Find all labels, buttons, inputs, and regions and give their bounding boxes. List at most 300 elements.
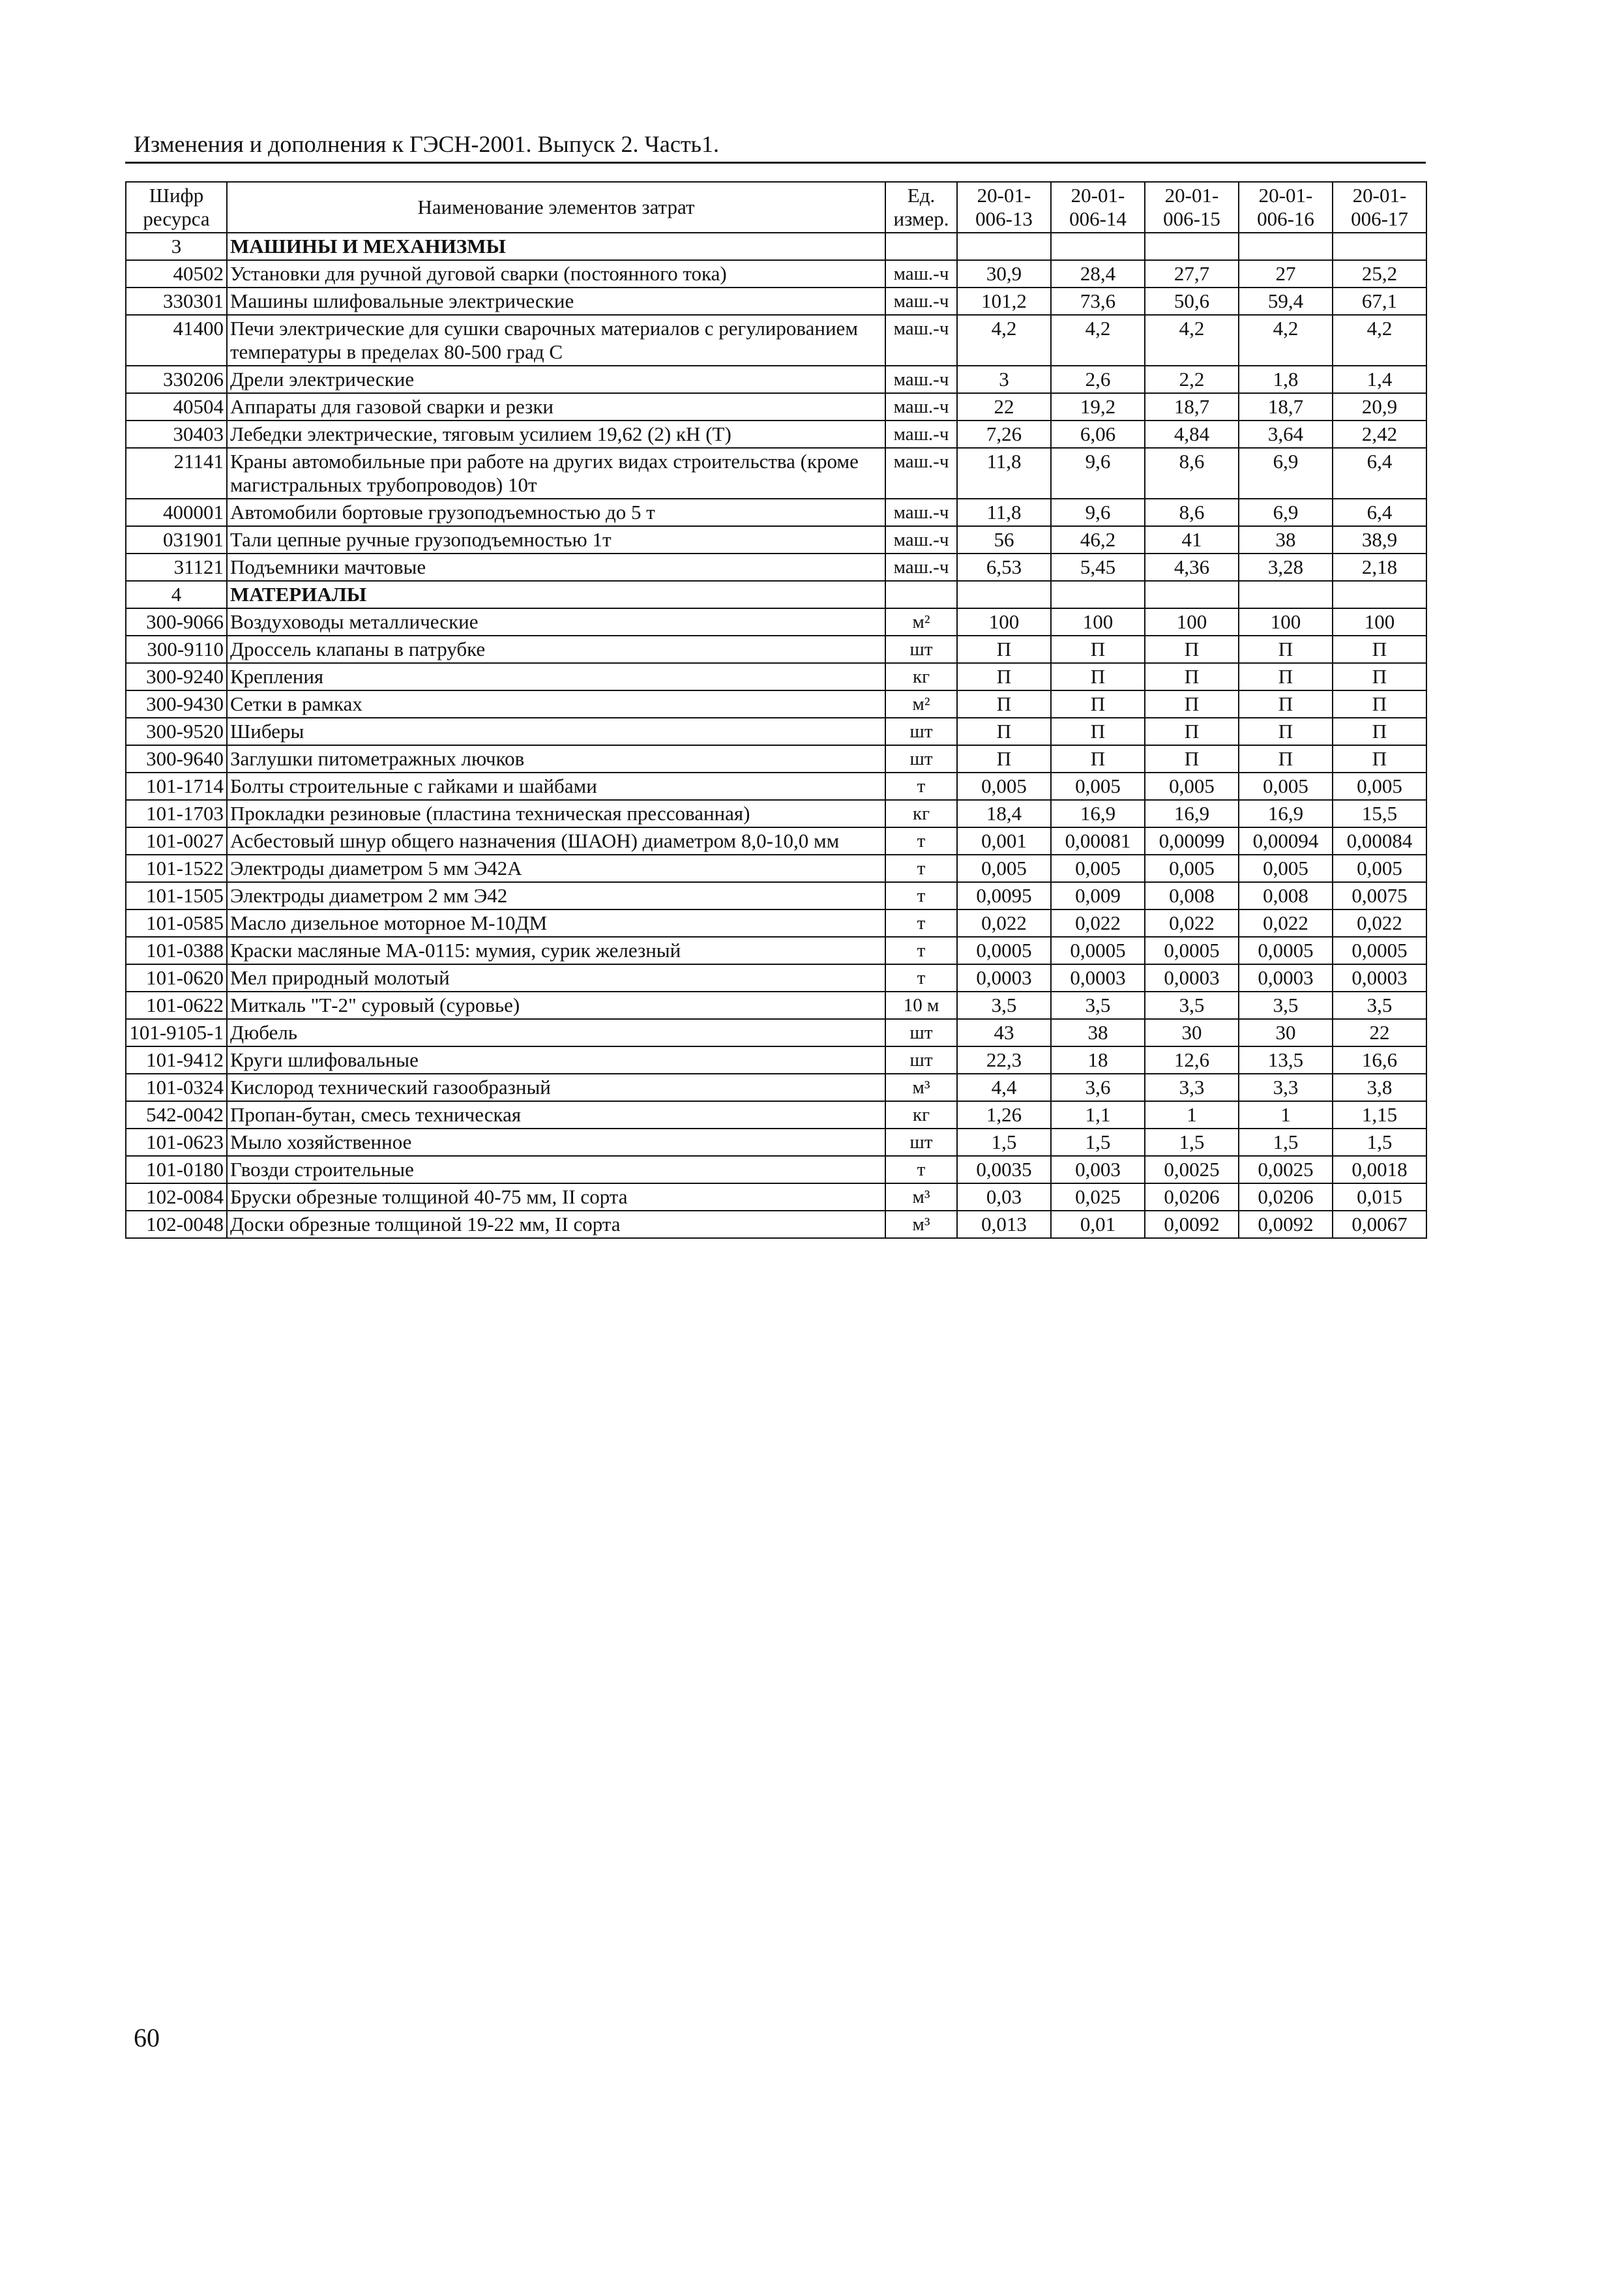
norm-value-cell: 0,0003 <box>1051 964 1145 992</box>
norm-value-cell: 6,53 <box>957 554 1051 581</box>
norm-value-cell: 0,0206 <box>1145 1183 1239 1211</box>
norm-value-cell: П <box>957 636 1051 663</box>
norm-value-cell: 38,9 <box>1333 526 1426 554</box>
unit-cell: маш.-ч <box>885 526 957 554</box>
norm-value-cell: 0,0005 <box>1145 937 1239 964</box>
norm-value-cell: 20,9 <box>1333 393 1426 421</box>
table-row <box>126 1101 1426 1129</box>
table-row <box>126 526 1426 554</box>
norm-value-cell: 1,5 <box>1239 1129 1333 1156</box>
norm-value-cell: П <box>1145 718 1239 745</box>
norm-value-cell: 0,008 <box>1239 882 1333 909</box>
resource-code-cell: 101-0027 <box>126 827 227 855</box>
norm-value-cell: П <box>1239 745 1333 773</box>
norm-value-cell: 41 <box>1145 526 1239 554</box>
norm-value-cell: 0,00099 <box>1145 827 1239 855</box>
table-row <box>126 964 1426 992</box>
resource-table <box>125 181 1427 1239</box>
norm-value-cell: 3,6 <box>1051 1074 1145 1101</box>
norm-value-cell: 16,9 <box>1239 800 1333 827</box>
norm-value-cell: 1,5 <box>1145 1129 1239 1156</box>
norm-value-cell: 9,6 <box>1051 448 1145 499</box>
norm-value-cell: 22 <box>957 393 1051 421</box>
norm-value-cell: 18,4 <box>957 800 1051 827</box>
unit-cell: кг <box>885 800 957 827</box>
norm-value-cell: 1,15 <box>1333 1101 1426 1129</box>
resource-code-cell: 101-9412 <box>126 1046 227 1074</box>
table-row <box>126 554 1426 581</box>
resource-name-cell: Бруски обрезные толщиной 40-75 мм, II сорта <box>227 1183 885 1211</box>
table-row <box>126 1129 1426 1156</box>
norm-value-cell: 1,1 <box>1051 1101 1145 1129</box>
norm-value-cell: 0,022 <box>1333 909 1426 937</box>
norm-value-cell: 50,6 <box>1145 288 1239 315</box>
resource-name-cell: Печи электрические для сушки сварочных материалов с регулированием температуры в пределах 80-500 град С <box>227 315 885 366</box>
norm-value-cell: 3,5 <box>957 992 1051 1019</box>
norm-value-cell: 1,4 <box>1333 366 1426 393</box>
unit-cell: шт <box>885 1129 957 1156</box>
norm-value-cell: 22 <box>1333 1019 1426 1046</box>
table-row <box>126 663 1426 690</box>
unit-cell: т <box>885 964 957 992</box>
resource-name-cell: Болты строительные с гайками и шайбами <box>227 773 885 800</box>
unit-cell: маш.-ч <box>885 393 957 421</box>
norm-value-cell: 3,8 <box>1333 1074 1426 1101</box>
norm-value-cell: 6,4 <box>1333 499 1426 526</box>
norm-value-cell: П <box>957 663 1051 690</box>
unit-cell: т <box>885 773 957 800</box>
table-row <box>126 718 1426 745</box>
norm-value-cell: П <box>1333 718 1426 745</box>
norm-value-cell: 0,005 <box>1051 773 1145 800</box>
resource-code-cell: 101-0622 <box>126 992 227 1019</box>
norm-value-cell: 0,0005 <box>1333 937 1426 964</box>
page-header: Изменения и дополнения к ГЭСН-2001. Выпуск 2. Часть1. <box>134 131 719 157</box>
norm-value-cell: 38 <box>1051 1019 1145 1046</box>
norm-value-cell: 3,28 <box>1239 554 1333 581</box>
column-header-norm: 20-01- 006-16 <box>1239 182 1333 233</box>
norm-value-cell: 0,01 <box>1051 1211 1145 1238</box>
norm-value-cell: 0,0005 <box>1239 937 1333 964</box>
resource-name-cell: Краски масляные МА-0115: мумия, сурик железный <box>227 937 885 964</box>
table-row <box>126 608 1426 636</box>
norm-value-cell: 30 <box>1145 1019 1239 1046</box>
column-header-norm: 20-01- 006-14 <box>1051 182 1145 233</box>
norm-value-cell: 15,5 <box>1333 800 1426 827</box>
norm-value-cell: 4,36 <box>1145 554 1239 581</box>
column-header-name: Наименование элементов затрат <box>227 182 885 233</box>
resource-code-cell: 542-0042 <box>126 1101 227 1129</box>
norm-value-cell: 19,2 <box>1051 393 1145 421</box>
column-header-unit: Ед. измер. <box>885 182 957 233</box>
unit-cell: т <box>885 937 957 964</box>
norm-value-cell: 1 <box>1145 1101 1239 1129</box>
norm-value-cell: П <box>1145 690 1239 718</box>
resource-name-cell: Круги шлифовальные <box>227 1046 885 1074</box>
norm-value-cell: 0,001 <box>957 827 1051 855</box>
norm-value-cell: П <box>1145 663 1239 690</box>
table-row <box>126 992 1426 1019</box>
norm-value-cell: 0,005 <box>1145 773 1239 800</box>
table-row <box>126 1046 1426 1074</box>
norm-value-cell: 0,013 <box>957 1211 1051 1238</box>
norm-value-cell: 27,7 <box>1145 260 1239 288</box>
norm-value-cell: 16,9 <box>1145 800 1239 827</box>
norm-value-cell: 3,5 <box>1051 992 1145 1019</box>
resource-name-cell: Тали цепные ручные грузоподъемностью 1т <box>227 526 885 554</box>
norm-value-cell: 4,2 <box>1145 315 1239 366</box>
unit-cell: маш.-ч <box>885 554 957 581</box>
norm-value-cell: 3,5 <box>1145 992 1239 1019</box>
norm-value-cell: 11,8 <box>957 499 1051 526</box>
resource-code-cell: 21141 <box>126 448 227 499</box>
norm-value-cell: 3,5 <box>1333 992 1426 1019</box>
norm-value-cell: 0,015 <box>1333 1183 1426 1211</box>
norm-value-cell: 4,84 <box>1145 421 1239 448</box>
table-row <box>126 827 1426 855</box>
unit-cell: т <box>885 882 957 909</box>
norm-value-cell: 0,005 <box>1333 773 1426 800</box>
unit-cell: маш.-ч <box>885 421 957 448</box>
norm-value-cell: 0,005 <box>957 855 1051 882</box>
norm-value-cell: 100 <box>1333 608 1426 636</box>
resource-name-cell: Машины шлифовальные электрические <box>227 288 885 315</box>
unit-cell: шт <box>885 745 957 773</box>
column-header-code: Шифр ресурса <box>126 182 227 233</box>
norm-value-cell: 1,5 <box>1333 1129 1426 1156</box>
table-row <box>126 800 1426 827</box>
norm-value-cell: 0,003 <box>1051 1156 1145 1183</box>
table-row <box>126 745 1426 773</box>
norm-value-cell: П <box>957 745 1051 773</box>
resource-code-cell: 300-9430 <box>126 690 227 718</box>
section-title-cell: МАТЕРИАЛЫ <box>227 581 885 608</box>
norm-value-cell: 0,022 <box>1145 909 1239 937</box>
table-row <box>126 773 1426 800</box>
norm-value-cell <box>1145 233 1239 260</box>
norm-value-cell: 22,3 <box>957 1046 1051 1074</box>
norm-value-cell: 0,005 <box>1333 855 1426 882</box>
resource-code-cell: 40502 <box>126 260 227 288</box>
resource-code-cell: 300-9520 <box>126 718 227 745</box>
norm-value-cell <box>1239 581 1333 608</box>
norm-value-cell: П <box>1145 636 1239 663</box>
norm-value-cell: 25,2 <box>1333 260 1426 288</box>
table-row <box>126 315 1426 366</box>
table-row <box>126 1211 1426 1238</box>
norm-value-cell: П <box>957 690 1051 718</box>
resource-code-cell: 101-1522 <box>126 855 227 882</box>
norm-value-cell: 0,0003 <box>1145 964 1239 992</box>
norm-value-cell: 5,45 <box>1051 554 1145 581</box>
norm-value-cell <box>1333 233 1426 260</box>
norm-value-cell: П <box>1051 663 1145 690</box>
resource-code-cell: 300-9110 <box>126 636 227 663</box>
unit-cell: маш.-ч <box>885 260 957 288</box>
norm-value-cell: 4,2 <box>957 315 1051 366</box>
norm-value-cell: 0,0092 <box>1239 1211 1333 1238</box>
norm-value-cell: 0,00094 <box>1239 827 1333 855</box>
section-row <box>126 233 1426 260</box>
table-row <box>126 260 1426 288</box>
unit-cell: кг <box>885 1101 957 1129</box>
norm-value-cell: П <box>1239 690 1333 718</box>
norm-value-cell: 67,1 <box>1333 288 1426 315</box>
resource-name-cell: Лебедки электрические, тяговым усилием 19,62 (2) кН (Т) <box>227 421 885 448</box>
resource-code-cell: 101-0324 <box>126 1074 227 1101</box>
norm-value-cell: П <box>1333 663 1426 690</box>
norm-value-cell: 0,008 <box>1145 882 1239 909</box>
unit-cell: т <box>885 827 957 855</box>
resource-code-cell: 300-9066 <box>126 608 227 636</box>
resource-name-cell: Миткаль "Т-2" суровый (суровье) <box>227 992 885 1019</box>
resource-code-cell: 101-0388 <box>126 937 227 964</box>
norm-value-cell: 0,022 <box>957 909 1051 937</box>
norm-value-cell: 46,2 <box>1051 526 1145 554</box>
resource-name-cell: Краны автомобильные при работе на других видах строительства (кроме магистральных трубопроводов) 10т <box>227 448 885 499</box>
unit-cell: 10 м <box>885 992 957 1019</box>
norm-value-cell: 2,18 <box>1333 554 1426 581</box>
norm-value-cell: 6,4 <box>1333 448 1426 499</box>
norm-value-cell: П <box>1239 718 1333 745</box>
resource-code-cell: 101-1714 <box>126 773 227 800</box>
resource-name-cell: Доски обрезные толщиной 19-22 мм, II сорта <box>227 1211 885 1238</box>
resource-code-cell: 101-0623 <box>126 1129 227 1156</box>
unit-cell: м³ <box>885 1074 957 1101</box>
table-row <box>126 909 1426 937</box>
norm-value-cell: 6,9 <box>1239 448 1333 499</box>
unit-cell: м² <box>885 608 957 636</box>
norm-value-cell: 0,005 <box>1239 855 1333 882</box>
resource-code-cell: 300-9640 <box>126 745 227 773</box>
header-rule <box>125 162 1426 164</box>
norm-value-cell <box>1239 233 1333 260</box>
norm-value-cell <box>957 581 1051 608</box>
resource-code-cell: 31121 <box>126 554 227 581</box>
resource-name-cell: Подъемники мачтовые <box>227 554 885 581</box>
norm-value-cell: 0,0075 <box>1333 882 1426 909</box>
norm-value-cell: 18,7 <box>1145 393 1239 421</box>
resource-name-cell: Автомобили бортовые грузоподъемностью до 5 т <box>227 499 885 526</box>
norm-value-cell: 18,7 <box>1239 393 1333 421</box>
norm-value-cell: 0,0025 <box>1145 1156 1239 1183</box>
norm-value-cell: 100 <box>957 608 1051 636</box>
norm-value-cell: 12,6 <box>1145 1046 1239 1074</box>
unit-cell: маш.-ч <box>885 288 957 315</box>
norm-value-cell: 4,2 <box>1051 315 1145 366</box>
resource-code-cell: 4 <box>126 581 227 608</box>
section-row <box>126 581 1426 608</box>
norm-value-cell: 101,2 <box>957 288 1051 315</box>
norm-value-cell: П <box>957 718 1051 745</box>
norm-value-cell <box>1145 581 1239 608</box>
unit-cell: м³ <box>885 1211 957 1238</box>
norm-value-cell: 2,6 <box>1051 366 1145 393</box>
norm-value-cell: 100 <box>1145 608 1239 636</box>
norm-value-cell: 8,6 <box>1145 448 1239 499</box>
norm-value-cell: 1,5 <box>957 1129 1051 1156</box>
norm-value-cell: 0,0003 <box>1333 964 1426 992</box>
unit-cell: маш.-ч <box>885 448 957 499</box>
norm-value-cell: 1,5 <box>1051 1129 1145 1156</box>
norm-value-cell: 56 <box>957 526 1051 554</box>
norm-value-cell: 100 <box>1051 608 1145 636</box>
table-row <box>126 448 1426 499</box>
unit-cell: шт <box>885 636 957 663</box>
norm-value-cell: 3,3 <box>1239 1074 1333 1101</box>
norm-value-cell: 0,005 <box>1051 855 1145 882</box>
norm-value-cell: 2,42 <box>1333 421 1426 448</box>
norm-value-cell: 0,025 <box>1051 1183 1145 1211</box>
norm-value-cell: 0,0005 <box>1051 937 1145 964</box>
resource-code-cell: 40504 <box>126 393 227 421</box>
norm-value-cell: 27 <box>1239 260 1333 288</box>
unit-cell: кг <box>885 663 957 690</box>
resource-name-cell: Заглушки питометражных лючков <box>227 745 885 773</box>
resource-code-cell: 300-9240 <box>126 663 227 690</box>
table-row <box>126 1183 1426 1211</box>
norm-value-cell: 0,0035 <box>957 1156 1051 1183</box>
norm-value-cell: 30 <box>1239 1019 1333 1046</box>
norm-value-cell: 38 <box>1239 526 1333 554</box>
norm-value-cell: 6,06 <box>1051 421 1145 448</box>
resource-name-cell: Аппараты для газовой сварки и резки <box>227 393 885 421</box>
norm-value-cell: 4,2 <box>1239 315 1333 366</box>
norm-value-cell: 0,0003 <box>957 964 1051 992</box>
resource-code-cell: 400001 <box>126 499 227 526</box>
norm-value-cell: 0,0206 <box>1239 1183 1333 1211</box>
norm-value-cell: 43 <box>957 1019 1051 1046</box>
norm-value-cell: 1,8 <box>1239 366 1333 393</box>
norm-value-cell: 0,005 <box>957 773 1051 800</box>
norm-value-cell: 0,0025 <box>1239 1156 1333 1183</box>
norm-value-cell: 3,64 <box>1239 421 1333 448</box>
norm-value-cell: 0,00084 <box>1333 827 1426 855</box>
table-row <box>126 1019 1426 1046</box>
norm-value-cell: 1 <box>1239 1101 1333 1129</box>
norm-value-cell: 7,26 <box>957 421 1051 448</box>
resource-code-cell: 41400 <box>126 315 227 366</box>
table-row <box>126 690 1426 718</box>
table-row <box>126 1156 1426 1183</box>
norm-value-cell <box>1051 581 1145 608</box>
norm-value-cell: 0,022 <box>1051 909 1145 937</box>
resource-code-cell: 102-0048 <box>126 1211 227 1238</box>
resource-name-cell: Крепления <box>227 663 885 690</box>
unit-cell: шт <box>885 718 957 745</box>
norm-value-cell: 3 <box>957 366 1051 393</box>
table-row <box>126 499 1426 526</box>
norm-value-cell: 30,9 <box>957 260 1051 288</box>
norm-value-cell: П <box>1051 636 1145 663</box>
resource-name-cell: Мыло хозяйственное <box>227 1129 885 1156</box>
table-header-row <box>126 182 1426 233</box>
table-row <box>126 882 1426 909</box>
resource-name-cell: Электроды диаметром 5 мм Э42А <box>227 855 885 882</box>
norm-value-cell: 0,0005 <box>957 937 1051 964</box>
norm-value-cell: 4,2 <box>1333 315 1426 366</box>
norm-value-cell: 0,00081 <box>1051 827 1145 855</box>
resource-code-cell: 3 <box>126 233 227 260</box>
norm-value-cell: П <box>1333 690 1426 718</box>
norm-value-cell: 59,4 <box>1239 288 1333 315</box>
resource-name-cell: Дрели электрические <box>227 366 885 393</box>
table-row <box>126 393 1426 421</box>
resource-code-cell: 101-9105-1 <box>126 1019 227 1046</box>
table-row <box>126 855 1426 882</box>
unit-cell: т <box>885 855 957 882</box>
resource-name-cell: Прокладки резиновые (пластина техническая прессованная) <box>227 800 885 827</box>
norm-value-cell: 13,5 <box>1239 1046 1333 1074</box>
norm-value-cell: 8,6 <box>1145 499 1239 526</box>
resource-name-cell: Электроды диаметром 2 мм Э42 <box>227 882 885 909</box>
resource-name-cell: Гвозди строительные <box>227 1156 885 1183</box>
unit-cell: шт <box>885 1046 957 1074</box>
table-row <box>126 366 1426 393</box>
resource-code-cell: 330301 <box>126 288 227 315</box>
norm-value-cell: 0,022 <box>1239 909 1333 937</box>
norm-value-cell: 100 <box>1239 608 1333 636</box>
unit-cell: м² <box>885 690 957 718</box>
unit-cell: м³ <box>885 1183 957 1211</box>
norm-value-cell: 0,0018 <box>1333 1156 1426 1183</box>
norm-value-cell <box>957 233 1051 260</box>
norm-value-cell: 73,6 <box>1051 288 1145 315</box>
norm-value-cell: 16,6 <box>1333 1046 1426 1074</box>
norm-value-cell <box>1333 581 1426 608</box>
table-body <box>126 233 1426 1238</box>
norm-value-cell: П <box>1051 718 1145 745</box>
resource-code-cell: 101-1505 <box>126 882 227 909</box>
table-row <box>126 636 1426 663</box>
norm-value-cell: П <box>1333 636 1426 663</box>
norm-value-cell: 0,0095 <box>957 882 1051 909</box>
resource-name-cell: Дюбель <box>227 1019 885 1046</box>
unit-cell: маш.-ч <box>885 315 957 366</box>
norm-value-cell: 9,6 <box>1051 499 1145 526</box>
resource-code-cell: 330206 <box>126 366 227 393</box>
table-row <box>126 288 1426 315</box>
unit-cell <box>885 581 957 608</box>
norm-value-cell: 3,3 <box>1145 1074 1239 1101</box>
norm-value-cell: П <box>1145 745 1239 773</box>
norm-value-cell: 2,2 <box>1145 366 1239 393</box>
norm-value-cell: 11,8 <box>957 448 1051 499</box>
norm-value-cell: П <box>1239 663 1333 690</box>
resource-code-cell: 031901 <box>126 526 227 554</box>
norm-value-cell: П <box>1239 636 1333 663</box>
norm-value-cell: 0,009 <box>1051 882 1145 909</box>
resource-code-cell: 102-0084 <box>126 1183 227 1211</box>
norm-value-cell: 0,0003 <box>1239 964 1333 992</box>
norm-value-cell <box>1051 233 1145 260</box>
norm-value-cell: 0,0092 <box>1145 1211 1239 1238</box>
column-header-norm: 20-01- 006-17 <box>1333 182 1426 233</box>
norm-value-cell: 4,4 <box>957 1074 1051 1101</box>
table-row <box>126 1074 1426 1101</box>
unit-cell: шт <box>885 1019 957 1046</box>
norm-value-cell: 16,9 <box>1051 800 1145 827</box>
resource-code-cell: 101-0585 <box>126 909 227 937</box>
norm-value-cell: П <box>1333 745 1426 773</box>
resource-name-cell: Масло дизельное моторное М-10ДМ <box>227 909 885 937</box>
norm-value-cell: 18 <box>1051 1046 1145 1074</box>
resource-name-cell: Воздуховоды металлические <box>227 608 885 636</box>
resource-name-cell: Шиберы <box>227 718 885 745</box>
unit-cell: т <box>885 1156 957 1183</box>
resource-name-cell: Установки для ручной дуговой сварки (постоянного тока) <box>227 260 885 288</box>
norm-value-cell: 0,0067 <box>1333 1211 1426 1238</box>
